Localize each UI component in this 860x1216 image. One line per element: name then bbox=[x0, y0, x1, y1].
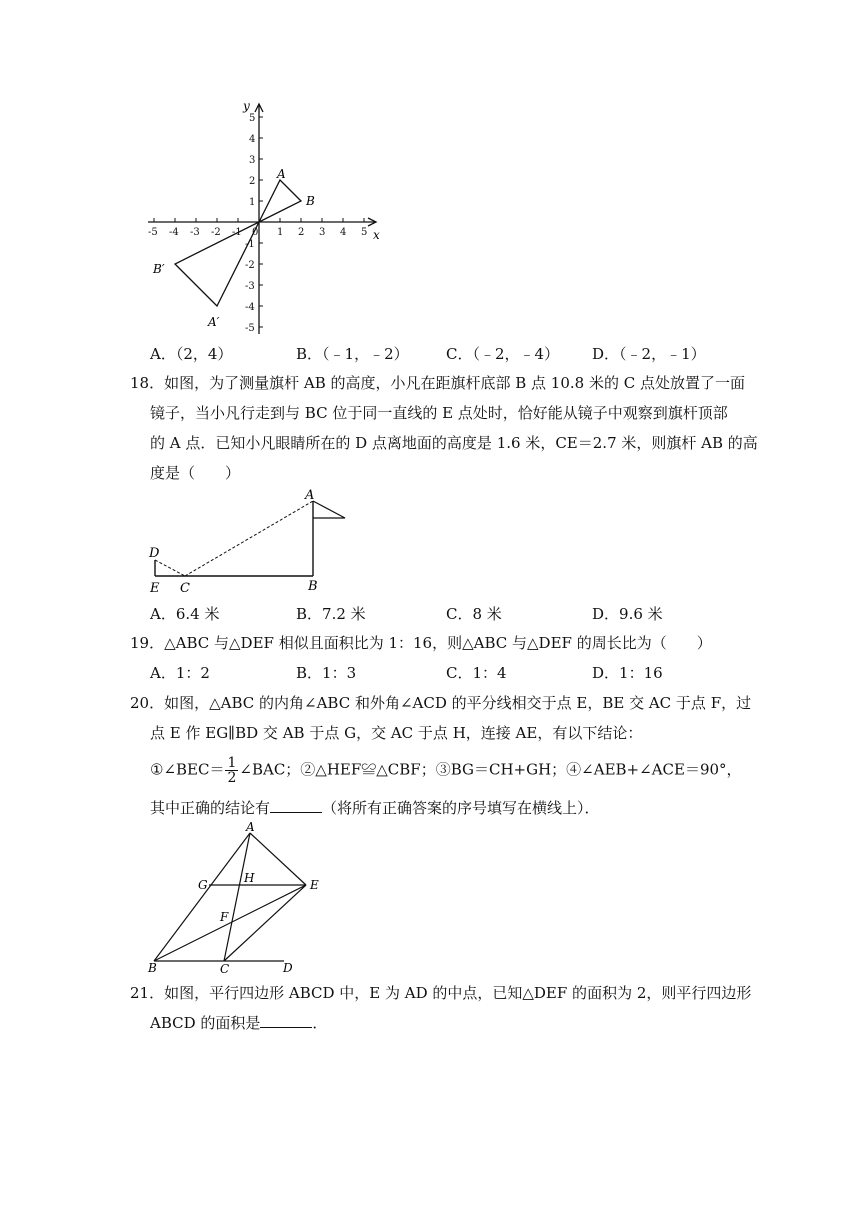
fig20-label-g: G bbox=[198, 878, 208, 892]
q18-choices bbox=[150, 603, 770, 625]
fig20-label-f: F bbox=[220, 910, 229, 924]
q20-triangle-figure bbox=[140, 820, 340, 976]
x-axis-label: x bbox=[373, 228, 380, 242]
fig18-label-a: A bbox=[305, 488, 315, 503]
fig20-label-e: E bbox=[310, 878, 319, 892]
y-tick-label: -3 bbox=[245, 281, 255, 292]
x-tick-label: -5 bbox=[148, 227, 158, 238]
q21-line-1: 21．如图，平行四边形 ABCD 中，E 为 AD 的中点，已知△DEF 的面积为 2，则平行四边形 bbox=[130, 984, 752, 1002]
q21-answer-blank[interactable] bbox=[260, 1013, 312, 1028]
fig18-label-d: D bbox=[149, 546, 160, 561]
y-tick-label: 1 bbox=[249, 197, 256, 208]
q20-line-1: 20．如图，△ABC 的内角∠ABC 和外角∠ACD 的平分线相交于点 E，BE 交 AC 于点 F，过 bbox=[130, 694, 752, 712]
x-tick-label: -3 bbox=[190, 227, 200, 238]
q21-line-2: ABCD 的面积是 ． bbox=[150, 1014, 328, 1032]
q20-line-4: 其中正确的结论有 （将所有正确答案的序号填写在横线上）． bbox=[150, 799, 600, 817]
y-tick-label: -1 bbox=[245, 239, 255, 250]
q18-flagpole-figure bbox=[140, 484, 360, 594]
point-label-a-prime: A′ bbox=[208, 315, 220, 329]
x-tick-label: 0 bbox=[252, 227, 259, 238]
q17-choice-a[interactable]: A．（2，4） bbox=[150, 345, 233, 363]
q18-line-3: 的 A 点．已知小凡眼睛所在的 D 点离地面的高度是 1.6 米，CE＝2.7 米，则旗杆 AB 的高 bbox=[150, 434, 758, 452]
fig20-label-c: C bbox=[220, 962, 230, 976]
fig20-label-h: H bbox=[244, 871, 255, 885]
q20-conclusions-rest: ∠BAC；②△HEF≌△CBF；③BG＝CH+GH；④∠AEB+∠ACE＝90°， bbox=[239, 760, 742, 779]
point-label-b-prime: B′ bbox=[153, 262, 165, 276]
q18-choice-a[interactable]: A．6.4 米 bbox=[150, 605, 220, 623]
y-tick-label: -5 bbox=[245, 323, 255, 334]
q19-choices bbox=[150, 662, 770, 684]
y-tick-label: 4 bbox=[249, 134, 256, 145]
fig20-label-d: D bbox=[283, 961, 293, 975]
q17-choice-b[interactable]: B．（﹣1，﹣2） bbox=[296, 345, 409, 363]
x-tick-label: 2 bbox=[298, 227, 305, 238]
q20-conclusion-1-start: ①∠BEC＝ bbox=[150, 760, 225, 779]
q18-choice-c[interactable]: C．8 米 bbox=[446, 605, 502, 623]
q19-choice-a[interactable]: A．1：2 bbox=[150, 664, 210, 682]
q17-choice-c[interactable]: C．（﹣2，﹣4） bbox=[446, 345, 560, 363]
fig18-label-b: B bbox=[308, 579, 318, 594]
q17-coordinate-graph bbox=[140, 98, 380, 338]
y-tick-label: -2 bbox=[245, 260, 255, 271]
q19-choice-b[interactable]: B．1：3 bbox=[296, 664, 357, 682]
x-tick-label: 3 bbox=[319, 227, 326, 238]
fig18-label-e: E bbox=[150, 581, 160, 596]
q18-line-1: 18．如图，为了测量旗杆 AB 的高度，小凡在距旗杆底部 B 点 10.8 米的 C 点处放置了一面 bbox=[130, 374, 745, 392]
point-label-b: B bbox=[306, 194, 315, 208]
y-axis-label: y bbox=[243, 99, 250, 113]
y-tick-label: 2 bbox=[249, 176, 256, 187]
q17-choice-d[interactable]: D．（﹣2，﹣1） bbox=[592, 345, 706, 363]
q18-choice-b[interactable]: B．7.2 米 bbox=[296, 605, 366, 623]
x-tick-label: 4 bbox=[340, 227, 347, 238]
q17-choices bbox=[150, 343, 770, 365]
fraction-one-half: $\frac{1}{2}$ bbox=[227, 755, 237, 786]
x-tick-label: 1 bbox=[277, 227, 284, 238]
x-tick-label: -2 bbox=[211, 227, 221, 238]
q20-answer-blank[interactable] bbox=[270, 798, 322, 813]
y-tick-label: 5 bbox=[249, 113, 256, 124]
q18-line-4: 度是（ ） bbox=[150, 464, 241, 482]
fig18-label-c: C bbox=[180, 581, 190, 596]
x-tick-label: 5 bbox=[361, 227, 368, 238]
point-label-a: A bbox=[277, 167, 286, 181]
x-tick-label: -4 bbox=[169, 227, 179, 238]
q19-choice-c[interactable]: C．1：4 bbox=[446, 664, 507, 682]
q18-choice-d[interactable]: D．9.6 米 bbox=[592, 605, 663, 623]
q19-choice-d[interactable]: D．1：16 bbox=[592, 664, 663, 682]
y-tick-label: -4 bbox=[245, 302, 255, 313]
q20-conclusions bbox=[150, 756, 742, 785]
fig20-label-a: A bbox=[246, 820, 255, 834]
triangle-oab bbox=[259, 180, 301, 222]
q19-line: 19．△ABC 与△DEF 相似且面积比为 1：16，则△ABC 与△DEF 的周长比为（ ） bbox=[130, 634, 712, 652]
fig20-label-b: B bbox=[148, 961, 157, 975]
q20-line-2: 点 E 作 EG∥BD 交 AB 于点 G，交 AC 于点 H，连接 AE，有以下结论： bbox=[150, 724, 643, 742]
x-tick-label: -1 bbox=[232, 227, 242, 238]
y-tick-label: 3 bbox=[249, 155, 256, 166]
q18-line-2: 镜子，当小凡行走到与 BC 位于同一直线的 E 点处时，恰好能从镜子中观察到旗杆顶部 bbox=[150, 404, 728, 422]
